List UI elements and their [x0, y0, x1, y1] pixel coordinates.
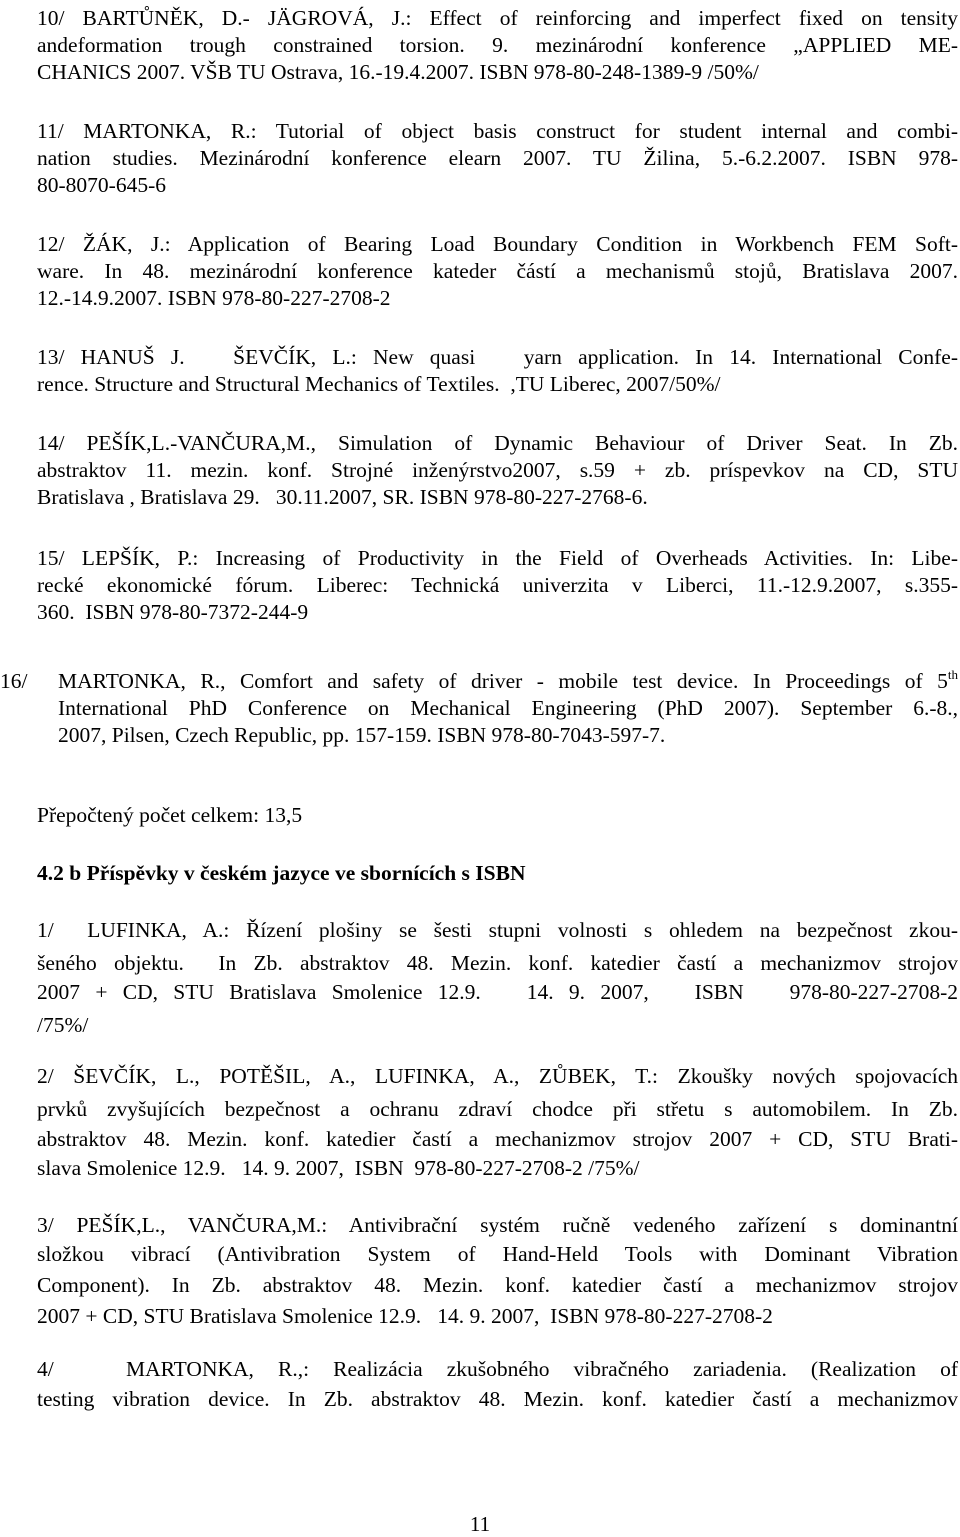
czech-entry-2-line-4: slava Smolenice 12.9. 14. 9. 2007, ISBN 978-80-227-2708-2 /75%/: [37, 1156, 640, 1180]
entry-16-number: 16/: [0, 669, 28, 693]
czech-entry-1-line-4: /75%/: [37, 1013, 89, 1037]
czech-entry-3-line-3: Component). In Zb. abstraktov 48. Mezin. konf. katedier častí a mechanizmov strojov: [37, 1273, 958, 1297]
entry-16-line-1: [58, 668, 958, 695]
czech-entry-1-line-1: 1/ LUFINKA, A.: Řízení plošiny se šesti stupni volnosti s ohledem na bezpečnost zkou-: [37, 918, 958, 942]
entry-13-line-1: 13/ HANUŠ J. ŠEVČÍK, L.: New quasi yarn application. In 14. International Confe-: [37, 345, 958, 369]
entry-16-line-2: International PhD Conference on Mechanical Engineering (PhD 2007). September 6.-8.,: [58, 696, 958, 720]
entry-15-line-1: 15/ LEPŠÍK, P.: Increasing of Productivity in the Field of Overheads Activities. In: Libe-: [37, 546, 958, 570]
page-number: 11: [469, 1512, 491, 1536]
entry-12-line-3: 12.-14.9.2007. ISBN 978-80-227-2708-2: [37, 286, 391, 310]
entry-10-line-2: andeformation trough constrained torsion. 9. mezinárodní konference „APPLIED ME-: [37, 33, 958, 57]
czech-entry-1-line-3: 2007 + CD, STU Bratislava Smolenice 12.9. 14. 9. 2007, ISBN 978-80-227-2708-2: [37, 980, 958, 1004]
entry-15-line-3: 360. ISBN 978-80-7372-244-9: [37, 600, 309, 624]
entry-12-line-2: ware. In 48. mezinárodní konference kateder částí a mechanismů stojů, Bratislava 2007.: [37, 259, 958, 283]
czech-entry-3-line-1: 3/ PEŠÍK,L., VANČURA,M.: Antivibrační systém ručně vedeného zařízení s dominantní: [37, 1213, 958, 1237]
czech-entry-2-line-1: 2/ ŠEVČÍK, L., POTĚŠIL, A., LUFINKA, A., ZŮBEK, T.: Zkoušky nových spojovacích: [37, 1064, 958, 1088]
entry-10-line-3: CHANICS 2007. VŠB TU Ostrava, 16.-19.4.2007. ISBN 978-80-248-1389-9 /50%/: [37, 60, 759, 84]
entry-14-line-2: abstraktov 11. mezin. konf. Strojné inženýrstvo2007, s.59 + zb. príspevkov na CD, STU: [37, 458, 958, 482]
section-heading: 4.2 b Příspěvky v českém jazyce ve sbornících s ISBN: [37, 861, 526, 885]
entry-15-line-2: recké ekonomické fórum. Liberec: Technická univerzita v Liberci, 11.-12.9.2007, s.355-: [37, 573, 958, 597]
entry-16-line-3: 2007, Pilsen, Czech Republic, pp. 157-159. ISBN 978-80-7043-597-7.: [58, 723, 666, 747]
czech-entry-4-line-1: 4/ MARTONKA, R.,: Realizácia zkušobného vibračného zariadenia. (Realization of: [37, 1357, 958, 1381]
entry-11-line-1: 11/ MARTONKA, R.: Tutorial of object basis construct for student internal and combi-: [37, 119, 958, 143]
czech-entry-1-line-2: šeného objektu. In Zb. abstraktov 48. Mezin. konf. katedier častí a mechanizmov strojov: [37, 951, 958, 975]
czech-entry-3-line-2: složkou vibrací (Antivibration System of Hand-Held Tools with Dominant Vibration: [37, 1242, 958, 1266]
entry-14-line-1: 14/ PEŠÍK,L.-VANČURA,M., Simulation of Dynamic Behaviour of Driver Seat. In Zb.: [37, 431, 958, 455]
entry-16-line-1-text: MARTONKA, R., Comfort and safety of driver - mobile test device. In Proceedings of 5: [58, 669, 948, 693]
entry-13-line-2: rence. Structure and Structural Mechanics of Textiles. ,TU Liberec, 2007/50%/: [37, 372, 721, 396]
czech-entry-4-line-2: testing vibration device. In Zb. abstraktov 48. Mezin. konf. katedier častí a mechanizmov: [37, 1387, 958, 1411]
czech-entry-2-line-2: prvků zvyšujících bezpečnost a ochranu zdraví chodce při střetu s automobilem. In Zb.: [37, 1097, 958, 1121]
entry-10-line-1: 10/ BARTŮNĚK, D.- JÄGROVÁ, J.: Effect of reinforcing and imperfect fixed on tensity: [37, 6, 958, 30]
entry-16-superscript: th: [947, 667, 958, 682]
entry-12-line-1: 12/ ŽÁK, J.: Application of Bearing Load Boundary Condition in Workbench FEM Soft-: [37, 232, 958, 256]
czech-entry-3-line-4: 2007 + CD, STU Bratislava Smolenice 12.9. 14. 9. 2007, ISBN 978-80-227-2708-2: [37, 1304, 773, 1328]
entry-11-line-2: nation studies. Mezinárodní konference elearn 2007. TU Žilina, 5.-6.2.2007. ISBN 978-: [37, 146, 958, 170]
total-count: Přepočtený počet celkem: 13,5: [37, 803, 303, 827]
czech-entry-2-line-3: abstraktov 48. Mezin. konf. katedier častí a mechanizmov strojov 2007 + CD, STU Brati-: [37, 1127, 958, 1151]
entry-14-line-3: Bratislava , Bratislava 29. 30.11.2007, SR. ISBN 978-80-227-2768-6.: [37, 485, 648, 509]
entry-11-line-3: 80-8070-645-6: [37, 173, 166, 197]
